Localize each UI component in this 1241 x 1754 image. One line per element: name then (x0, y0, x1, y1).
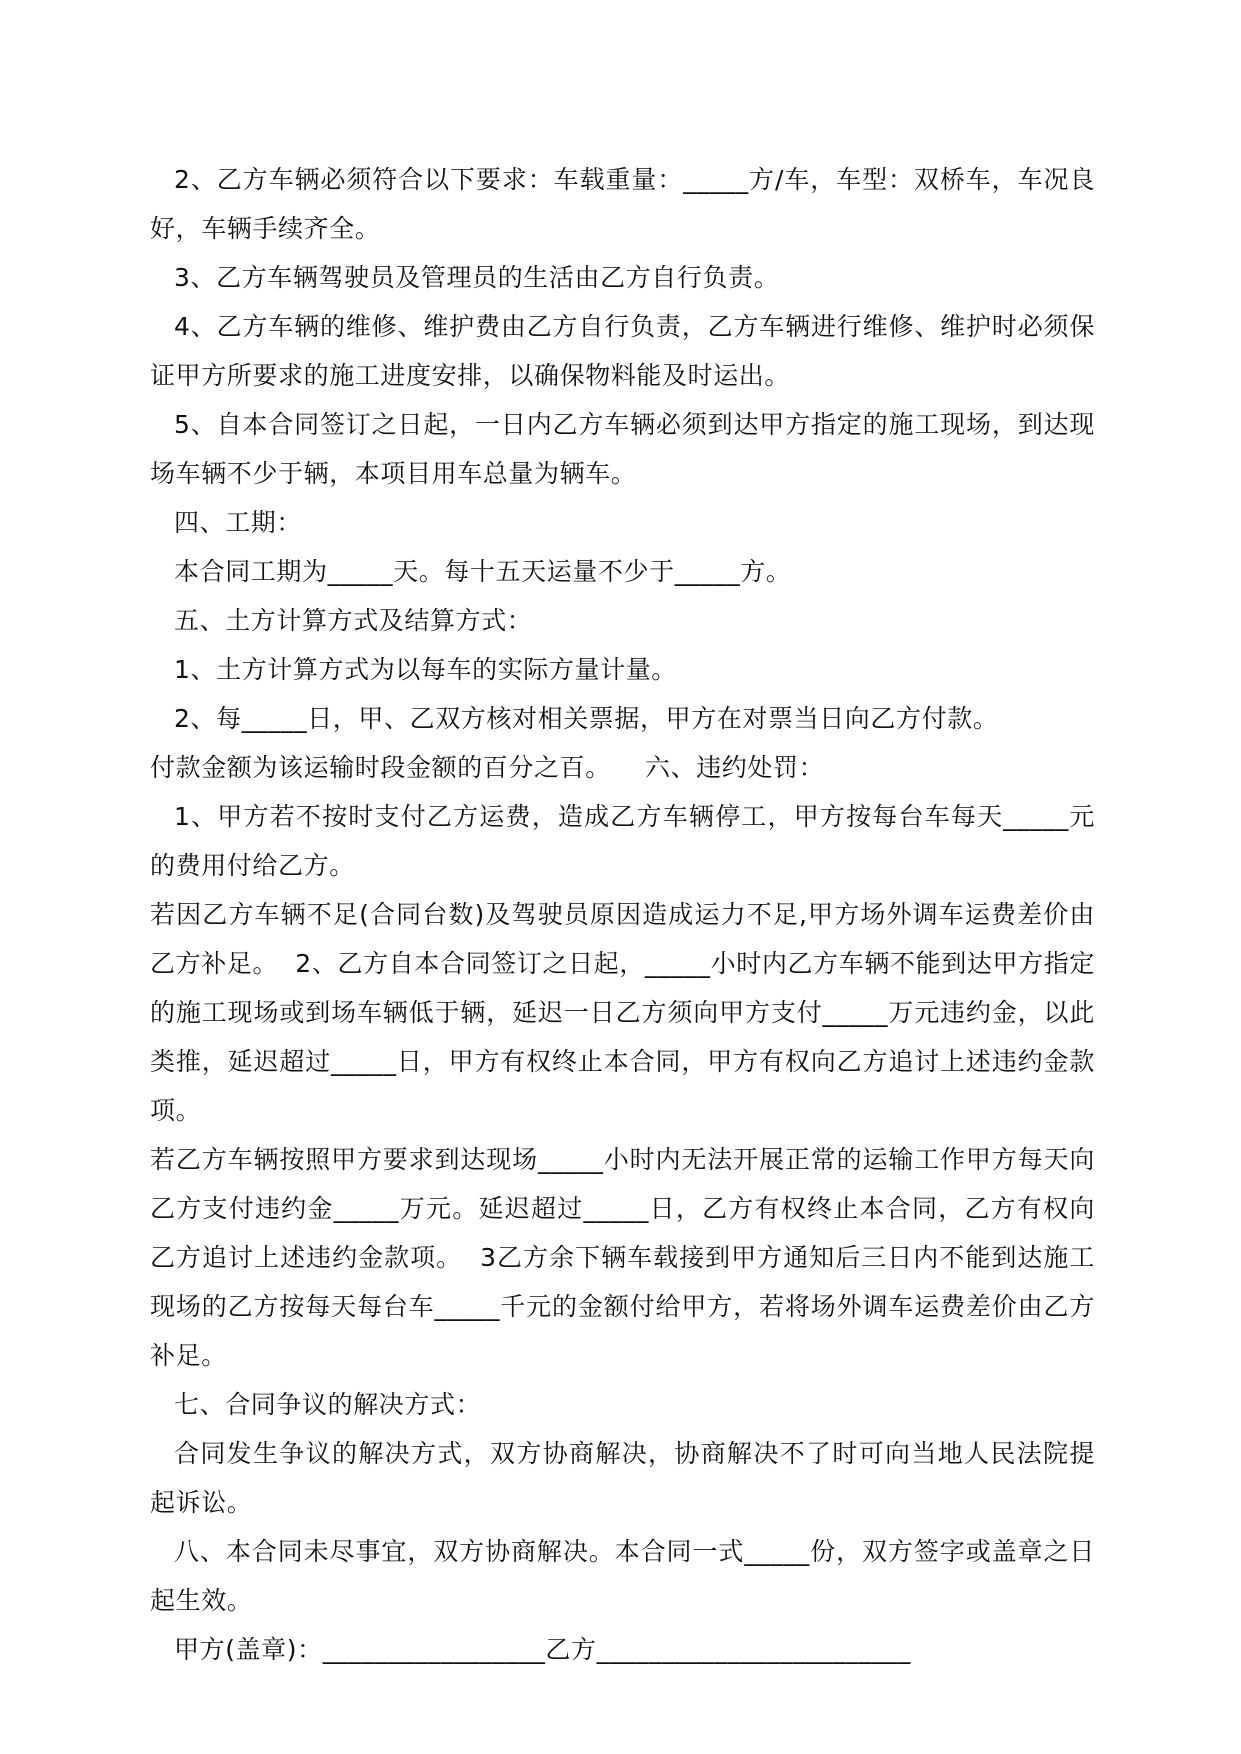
paragraph: 本合同工期为_____天。每十五天运量不少于_____方。 (174, 557, 792, 586)
paragraph: 若因乙方车辆不足(合同台数)及驾驶员原因造成运力不足,甲方场外调车运费差价由乙方补足。 2、乙方自本合同签订之日起，_____小时内乙方车辆不能到达甲方指定的施工现场或到场车辆低于辆，延迟一日乙方须向甲方支付_____万元违约金，以此类推，延迟超过_____日，甲方有权终止本合同，甲方有权向乙方追讨上述违约金款项。 (150, 900, 1095, 1125)
section-heading: 五、土方计算方式及结算方式： (174, 606, 533, 635)
signature-line: 甲方(盖章)：_________________乙方________________________ (174, 1635, 912, 1664)
paragraph: 1、土方计算方式为以每车的实际方量计量。 (174, 655, 677, 684)
section-heading: 七、合同争议的解决方式： (174, 1390, 482, 1419)
paragraph: 合同发生争议的解决方式，双方协商解决，协商解决不了时可向当地人民法院提起诉讼。 (150, 1439, 1095, 1517)
paragraph: 若乙方车辆按照甲方要求到达现场_____小时内无法开展正常的运输工作甲方每天向乙方支付违约金_____万元。延迟超过_____日，乙方有权终止本合同，乙方有权向乙方追讨上述违约金款项。 3乙方余下辆车载接到甲方通知后三日内不能到达施工现场的乙方按每天每台车_____千元的金额付给甲方，若将场外调车运费差价由乙方补足。 (150, 1145, 1095, 1370)
paragraph: 4、乙方车辆的维修、维护费由乙方自行负责，乙方车辆进行维修、维护时必须保证甲方所要求的施工进度安排，以确保物料能及时运出。 (150, 312, 1095, 390)
document-page (150, 155, 1095, 1674)
paragraph: 2、乙方车辆必须符合以下要求：车载重量：_____方/车，车型：双桥车，车况良好，车辆手续齐全。 (150, 165, 1095, 243)
paragraph: 5、自本合同签订之日起，一日内乙方车辆必须到达甲方指定的施工现场，到达现场车辆不少于辆，本项目用车总量为辆车。 (150, 410, 1095, 488)
paragraph: 付款金额为该运输时段金额的百分之百。 六、违约处罚： (150, 753, 825, 782)
section-heading: 四、工期： (174, 508, 303, 537)
paragraph: 2、每_____日，甲、乙双方核对相关票据，甲方在对票当日向乙方付款。 (174, 704, 999, 733)
paragraph: 3、乙方车辆驾驶员及管理员的生活由乙方自行负责。 (174, 263, 780, 292)
paragraph: 八、本合同未尽事宜，双方协商解决。本合同一式_____份，双方签字或盖章之日起生效。 (150, 1537, 1095, 1615)
paragraph: 1、甲方若不按时支付乙方运费，造成乙方车辆停工，甲方按每台车每天_____元的费用付给乙方。 (150, 802, 1095, 880)
